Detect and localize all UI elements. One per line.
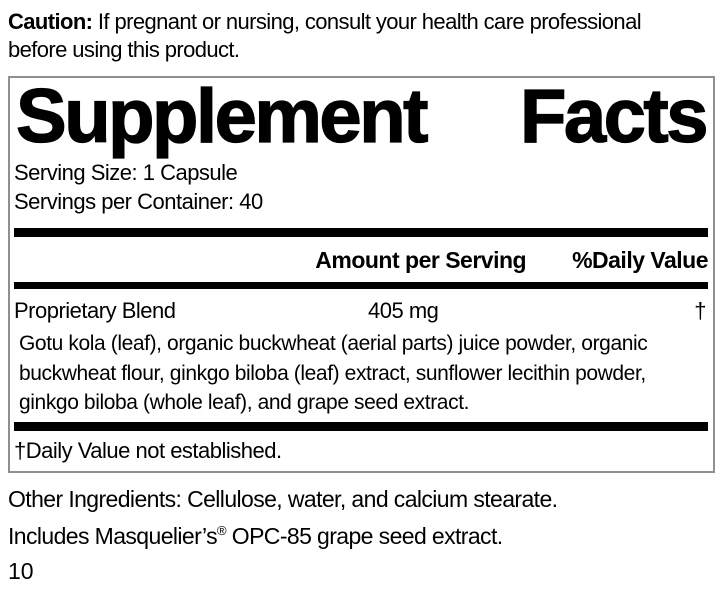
daily-value-footnote: †Daily Value not established.: [14, 437, 282, 463]
servings-per-container: Servings per Container: 40: [14, 189, 263, 214]
includes-prefix: Includes Masquelier’s: [8, 522, 217, 549]
caution-label: Caution:: [8, 9, 93, 34]
heavy-rule-bottom: [14, 422, 708, 431]
table-row: [14, 298, 708, 324]
title-word-supplement: Supplement: [16, 76, 426, 159]
registered-trademark-symbol: ®: [217, 522, 226, 538]
supplement-facts-panel: [8, 76, 715, 473]
includes-suffix: OPC-85 grape seed extract.: [225, 522, 503, 549]
caution-line-1: [8, 8, 715, 36]
column-amount-per-serving: Amount per Serving: [315, 247, 527, 273]
title-word-facts: Facts: [519, 76, 706, 159]
panel-title: [14, 76, 708, 159]
caution-text-line2: before using this product.: [8, 37, 240, 62]
column-daily-value: %Daily Value: [572, 247, 708, 273]
blend-description-line-2: buckwheat flour, ginkgo biloba (leaf) extract, sunflower lecithin powder,: [19, 361, 646, 385]
ingredient-daily-value-dagger: †: [694, 298, 706, 323]
includes-note: [8, 523, 715, 549]
caution-paragraph: [8, 8, 715, 64]
ingredient-amount: 405 mg: [368, 298, 439, 323]
blend-description: [14, 329, 708, 418]
other-ingredients: Other Ingredients: Cellulose, water, and calcium stearate.: [8, 485, 558, 512]
column-header-row: [14, 237, 708, 282]
heavy-rule-mid: [14, 282, 708, 289]
serving-size: Serving Size: 1 Capsule: [14, 160, 238, 185]
heavy-rule-top: [14, 228, 708, 237]
ingredient-name: Proprietary Blend: [14, 298, 176, 323]
caution-text-line1: If pregnant or nursing, consult your health care professional: [92, 9, 641, 34]
page-number: 10: [8, 557, 34, 584]
blend-description-line-3: ginkgo biloba (whole leaf), and grape seed extract.: [19, 391, 470, 414]
blend-description-line-1: Gotu kola (leaf), organic buckwheat (aerial parts) juice powder, organic: [19, 332, 648, 355]
serving-info: [14, 158, 708, 216]
